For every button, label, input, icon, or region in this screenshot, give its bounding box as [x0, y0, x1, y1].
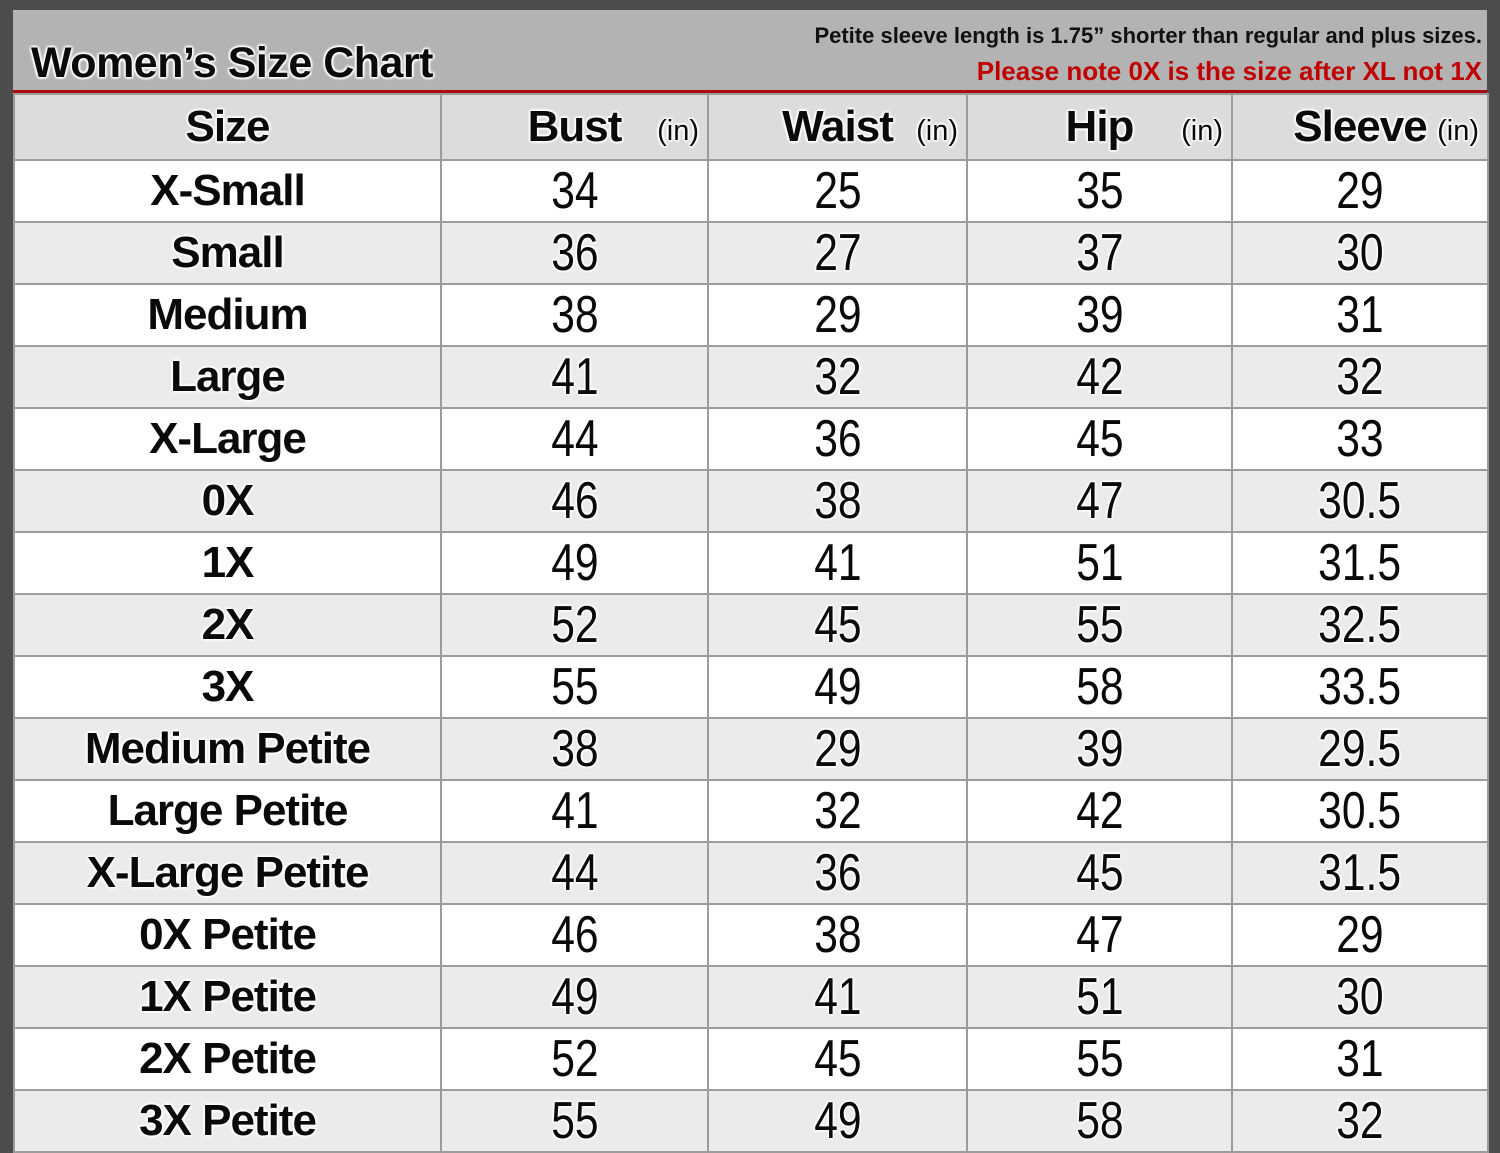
measurement-cell — [708, 904, 967, 966]
measurement-cell — [967, 470, 1232, 532]
table-row — [14, 904, 1488, 966]
measurement-cell — [967, 532, 1232, 594]
measurement-cell — [441, 780, 708, 842]
measurement-value: 55 — [550, 1092, 599, 1150]
measurement-value: 45 — [813, 1030, 862, 1088]
measurement-cell — [708, 780, 967, 842]
measurement-cell — [441, 284, 708, 346]
measurement-value: 32 — [813, 782, 862, 840]
measurement-value: 47 — [1075, 906, 1124, 964]
measurement-value: 36 — [813, 844, 862, 902]
measurement-cell — [441, 160, 708, 222]
measurement-cell — [708, 408, 967, 470]
measurement-value: 36 — [813, 410, 862, 468]
measurement-value: 29 — [813, 286, 862, 344]
measurement-value: 58 — [1075, 1092, 1124, 1150]
measurement-cell — [441, 966, 708, 1028]
measurement-cell — [967, 904, 1232, 966]
measurement-value: 29 — [813, 720, 862, 778]
table-row — [14, 966, 1488, 1028]
measurement-value: 44 — [550, 844, 599, 902]
measurement-cell — [441, 718, 708, 780]
measurement-value: 39 — [1075, 286, 1124, 344]
measurement-value: 29.5 — [1318, 720, 1402, 778]
measurement-cell — [708, 718, 967, 780]
size-name: 2X — [201, 600, 254, 649]
size-name-cell — [14, 594, 441, 656]
table-row — [14, 346, 1488, 408]
table-header-row — [14, 94, 1488, 160]
table-row — [14, 470, 1488, 532]
table-row — [14, 222, 1488, 284]
measurement-cell — [1232, 160, 1488, 222]
measurement-cell — [967, 656, 1232, 718]
size-name: Small — [171, 228, 284, 277]
measurement-cell — [441, 346, 708, 408]
measurement-value: 30.5 — [1318, 782, 1402, 840]
size-table-body — [14, 160, 1488, 1152]
measurement-cell — [441, 222, 708, 284]
size-name: 2X Petite — [139, 1034, 316, 1083]
measurement-value: 41 — [550, 782, 599, 840]
measurement-cell — [441, 408, 708, 470]
column-header-waist: Waist (in) — [708, 94, 967, 160]
measurement-value: 36 — [550, 224, 599, 282]
measurement-cell — [441, 470, 708, 532]
measurement-cell — [967, 966, 1232, 1028]
measurement-cell — [1232, 1028, 1488, 1090]
header-notes — [814, 23, 1482, 87]
size-name: X-Large — [149, 414, 306, 463]
size-name: X-Small — [150, 166, 305, 215]
table-row — [14, 160, 1488, 222]
measurement-value: 33.5 — [1318, 658, 1402, 716]
measurement-cell — [967, 1028, 1232, 1090]
measurement-value: 51 — [1075, 534, 1124, 592]
table-row — [14, 842, 1488, 904]
measurement-value: 32 — [1336, 1092, 1384, 1150]
measurement-value: 46 — [550, 472, 599, 530]
measurement-cell — [1232, 1090, 1488, 1152]
table-row — [14, 780, 1488, 842]
measurement-value: 31 — [1336, 286, 1384, 344]
measurement-value: 55 — [1075, 596, 1124, 654]
measurement-cell — [441, 1090, 708, 1152]
size-name: 0X — [201, 476, 254, 525]
measurement-value: 25 — [813, 162, 862, 220]
header-band — [13, 10, 1487, 90]
measurement-value: 38 — [550, 720, 599, 778]
ox-size-note: Please note 0X is the size after XL not 1X — [976, 56, 1482, 86]
size-name-cell — [14, 408, 441, 470]
measurement-cell — [708, 160, 967, 222]
measurement-value: 46 — [550, 906, 599, 964]
measurement-cell — [708, 532, 967, 594]
measurement-value: 32 — [813, 348, 862, 406]
measurement-cell — [967, 408, 1232, 470]
size-name-cell — [14, 346, 441, 408]
measurement-cell — [967, 842, 1232, 904]
measurement-value: 39 — [1075, 720, 1124, 778]
size-name-cell — [14, 904, 441, 966]
table-row — [14, 718, 1488, 780]
size-name: 3X — [201, 662, 254, 711]
measurement-value: 29 — [1336, 162, 1384, 220]
measurement-cell — [708, 842, 967, 904]
measurement-cell — [1232, 222, 1488, 284]
measurement-value: 41 — [550, 348, 599, 406]
table-row — [14, 656, 1488, 718]
measurement-value: 52 — [550, 1030, 599, 1088]
measurement-value: 42 — [1075, 782, 1124, 840]
measurement-cell — [1232, 594, 1488, 656]
measurement-cell — [967, 1090, 1232, 1152]
measurement-cell — [708, 222, 967, 284]
measurement-cell — [441, 1028, 708, 1090]
measurement-cell — [1232, 532, 1488, 594]
measurement-cell — [708, 1090, 967, 1152]
size-table — [13, 93, 1489, 1153]
size-name: 3X Petite — [139, 1096, 316, 1145]
measurement-value: 47 — [1075, 472, 1124, 530]
measurement-cell — [967, 718, 1232, 780]
measurement-value: 49 — [550, 968, 599, 1026]
measurement-value: 31 — [1336, 1030, 1384, 1088]
measurement-cell — [1232, 284, 1488, 346]
measurement-value: 38 — [550, 286, 599, 344]
table-row — [14, 1090, 1488, 1152]
measurement-value: 30 — [1336, 224, 1384, 282]
measurement-value: 35 — [1075, 162, 1124, 220]
measurement-cell — [1232, 346, 1488, 408]
measurement-cell — [967, 222, 1232, 284]
size-name-cell — [14, 842, 441, 904]
measurement-value: 34 — [550, 162, 599, 220]
measurement-cell — [967, 594, 1232, 656]
size-name-cell — [14, 1090, 441, 1152]
measurement-value: 45 — [1075, 410, 1124, 468]
measurement-cell — [708, 656, 967, 718]
size-name: Medium — [147, 290, 308, 339]
measurement-value: 38 — [813, 472, 862, 530]
measurement-cell — [708, 284, 967, 346]
measurement-cell — [1232, 470, 1488, 532]
size-name: 0X Petite — [139, 910, 316, 959]
measurement-cell — [708, 966, 967, 1028]
measurement-value: 31.5 — [1318, 534, 1402, 592]
column-header-bust: Bust (in) — [441, 94, 708, 160]
measurement-cell — [708, 1028, 967, 1090]
measurement-value: 29 — [1336, 906, 1384, 964]
measurement-value: 52 — [550, 596, 599, 654]
measurement-cell — [708, 470, 967, 532]
measurement-value: 30 — [1336, 968, 1384, 1026]
size-name: 1X Petite — [139, 972, 316, 1021]
measurement-value: 42 — [1075, 348, 1124, 406]
table-row — [14, 1028, 1488, 1090]
measurement-cell — [967, 780, 1232, 842]
table-row — [14, 408, 1488, 470]
measurement-cell — [1232, 408, 1488, 470]
measurement-cell — [441, 842, 708, 904]
size-name-cell — [14, 966, 441, 1028]
measurement-cell — [967, 160, 1232, 222]
size-name-cell — [14, 222, 441, 284]
measurement-value: 32 — [1336, 348, 1384, 406]
measurement-cell — [1232, 780, 1488, 842]
size-name-cell — [14, 284, 441, 346]
measurement-value: 41 — [813, 534, 862, 592]
measurement-cell — [441, 656, 708, 718]
page-title: Women’s Size Chart — [31, 39, 433, 87]
measurement-value: 55 — [1075, 1030, 1124, 1088]
column-header-size: Size — [14, 94, 441, 160]
measurement-value: 49 — [813, 1092, 862, 1150]
measurement-value: 51 — [1075, 968, 1124, 1026]
measurement-cell — [1232, 656, 1488, 718]
measurement-value: 38 — [813, 906, 862, 964]
measurement-cell — [708, 346, 967, 408]
size-name-cell — [14, 780, 441, 842]
measurement-value: 58 — [1075, 658, 1124, 716]
measurement-cell — [441, 594, 708, 656]
size-name-cell — [14, 656, 441, 718]
measurement-value: 27 — [813, 224, 862, 282]
measurement-value: 49 — [550, 534, 599, 592]
measurement-cell — [708, 594, 967, 656]
measurement-value: 31.5 — [1318, 844, 1402, 902]
size-name: 1X — [201, 538, 254, 587]
size-name: X-Large Petite — [86, 848, 369, 897]
size-name: Large Petite — [107, 786, 348, 835]
measurement-value: 45 — [1075, 844, 1124, 902]
measurement-cell — [441, 904, 708, 966]
measurement-value: 45 — [813, 596, 862, 654]
measurement-cell — [441, 532, 708, 594]
measurement-value: 49 — [813, 658, 862, 716]
measurement-value: 37 — [1075, 224, 1124, 282]
measurement-cell — [967, 284, 1232, 346]
measurement-value: 32.5 — [1318, 596, 1402, 654]
measurement-value: 44 — [550, 410, 599, 468]
measurement-cell — [1232, 904, 1488, 966]
column-header-hip: Hip (in) — [967, 94, 1232, 160]
size-name: Medium Petite — [84, 724, 371, 773]
table-row — [14, 594, 1488, 656]
measurement-cell — [967, 346, 1232, 408]
size-name: Large — [170, 352, 285, 401]
content-area — [13, 10, 1487, 1150]
measurement-cell — [1232, 842, 1488, 904]
size-name-cell — [14, 160, 441, 222]
measurement-cell — [1232, 966, 1488, 1028]
size-name-cell — [14, 470, 441, 532]
size-name-cell — [14, 1028, 441, 1090]
column-header-sleeve: Sleeve (in) — [1232, 94, 1488, 160]
measurement-value: 33 — [1336, 410, 1384, 468]
measurement-cell — [1232, 718, 1488, 780]
table-row — [14, 284, 1488, 346]
measurement-value: 30.5 — [1318, 472, 1402, 530]
size-name-cell — [14, 532, 441, 594]
table-row — [14, 532, 1488, 594]
petite-sleeve-note: Petite sleeve length is 1.75” shorter than regular and plus sizes. — [814, 23, 1482, 48]
measurement-value: 41 — [813, 968, 862, 1026]
size-name-cell — [14, 718, 441, 780]
measurement-value: 55 — [550, 658, 599, 716]
